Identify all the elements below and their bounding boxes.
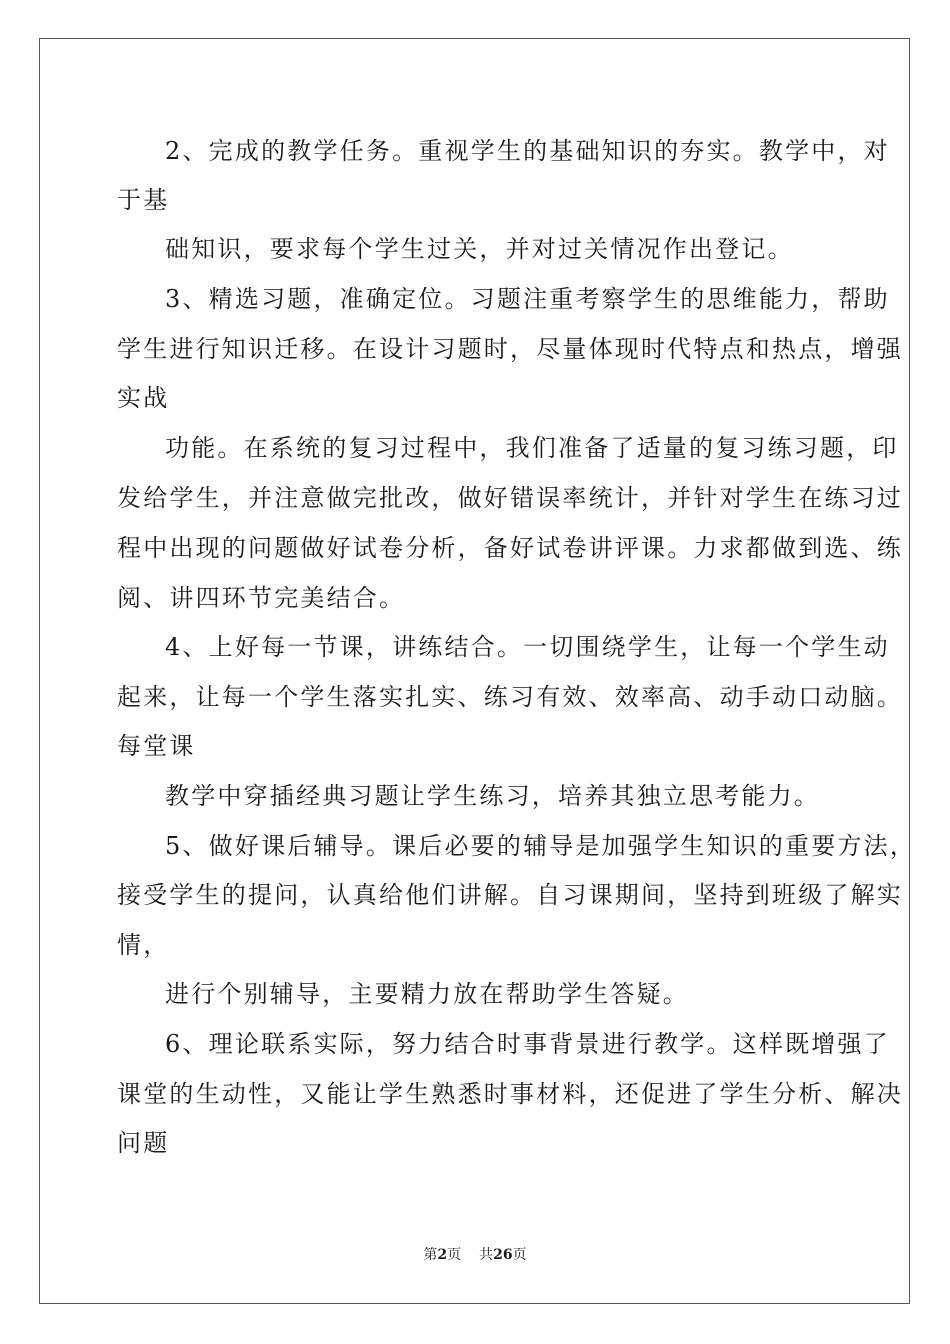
total-pages: 26 bbox=[493, 1247, 513, 1263]
text-line: 4、上好每一节课，讲练结合。一切围绕学生，让每一个学生动 bbox=[165, 633, 890, 661]
text-line: 情， bbox=[117, 931, 170, 959]
page-suffix: 页 bbox=[447, 1247, 462, 1263]
text-line: 起来，让每一个学生落实扎实、练习有效、效率高、动手动口动脑。 bbox=[117, 683, 903, 711]
text-line: 2、完成的教学任务。重视学生的基础知识的夯实。教学中，对 bbox=[165, 137, 890, 165]
text-line: 进行个别辅导，主要精力放在帮助学生答疑。 bbox=[165, 980, 689, 1008]
text-line: 实战 bbox=[117, 384, 170, 412]
total-suffix: 页 bbox=[512, 1247, 527, 1263]
text-line: 发给学生，并注意做完批改，做好错误率统计，并针对学生在练习过 bbox=[117, 484, 903, 512]
text-line: 教学中穿插经典习题让学生练习，培养其独立思考能力。 bbox=[165, 782, 820, 810]
text-line: 阅、讲四环节完美结合。 bbox=[117, 584, 406, 612]
text-line: 程中出现的问题做好试卷分析，备好试卷讲评课。力求都做到选、练 bbox=[117, 534, 903, 562]
text-line: 于基 bbox=[117, 186, 170, 214]
text-line: 问题 bbox=[117, 1129, 170, 1157]
text-line: 学生进行知识迁移。在设计习题时，尽量体现时代特点和热点，增强 bbox=[117, 335, 903, 363]
text-line: 6、理论联系实际，努力结合时事背景进行教学。这样既增强了 bbox=[165, 1030, 890, 1058]
text-line: 功能。在系统的复习过程中，我们准备了适量的复习练习题，印 bbox=[165, 434, 899, 462]
page-border bbox=[39, 38, 910, 1304]
page-footer bbox=[0, 1245, 950, 1265]
total-prefix: 共 bbox=[479, 1247, 494, 1263]
text-line: 课堂的生动性，又能让学生熟悉时事材料，还促进了学生分析、解决 bbox=[117, 1080, 903, 1108]
page-number: 2 bbox=[437, 1247, 448, 1263]
page-prefix: 第 bbox=[423, 1247, 438, 1263]
text-line: 5、做好课后辅导。课后必要的辅导是加强学生知识的重要方法， bbox=[165, 832, 917, 860]
text-line: 础知识，要求每个学生过关，并对过关情况作出登记。 bbox=[165, 235, 794, 263]
text-line: 每堂课 bbox=[117, 732, 196, 760]
text-line: 接受学生的提问，认真给他们讲解。自习课期间，坚持到班级了解实 bbox=[117, 881, 903, 909]
text-line: 3、精选习题，准确定位。习题注重考察学生的思维能力，帮助 bbox=[165, 285, 890, 313]
